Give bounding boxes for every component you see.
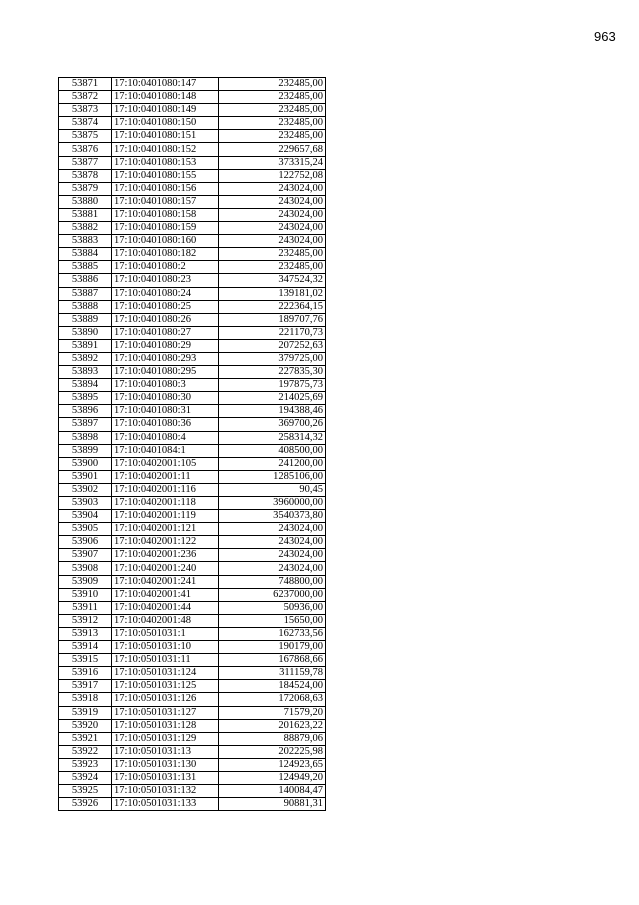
cadastral-number-cell: 17:10:0401080:157 — [112, 195, 219, 208]
table-row — [59, 405, 326, 418]
row-number-cell: 53903 — [59, 497, 112, 510]
table-row — [59, 654, 326, 667]
value-cell: 347524,32 — [219, 274, 326, 287]
value-cell: 124923,65 — [219, 758, 326, 771]
cadastral-number-cell: 17:10:0402001:116 — [112, 483, 219, 496]
row-number-cell: 53913 — [59, 627, 112, 640]
table-row — [59, 588, 326, 601]
row-number-cell: 53877 — [59, 156, 112, 169]
cadastral-number-cell: 17:10:0401080:2 — [112, 261, 219, 274]
value-cell: 243024,00 — [219, 222, 326, 235]
value-cell: 194388,46 — [219, 405, 326, 418]
table-row — [59, 680, 326, 693]
value-cell: 162733,56 — [219, 627, 326, 640]
row-number-cell: 53909 — [59, 575, 112, 588]
cadastral-number-cell: 17:10:0402001:11 — [112, 470, 219, 483]
value-cell: 207252,63 — [219, 339, 326, 352]
row-number-cell: 53892 — [59, 352, 112, 365]
cadastral-number-cell: 17:10:0402001:44 — [112, 601, 219, 614]
cadastral-number-cell: 17:10:0402001:48 — [112, 614, 219, 627]
row-number-cell: 53878 — [59, 169, 112, 182]
value-cell: 243024,00 — [219, 195, 326, 208]
value-cell: 214025,69 — [219, 392, 326, 405]
row-number-cell: 53915 — [59, 654, 112, 667]
table-row — [59, 732, 326, 745]
row-number-cell: 53882 — [59, 222, 112, 235]
table-row — [59, 235, 326, 248]
row-number-cell: 53881 — [59, 208, 112, 221]
cadastral-number-cell: 17:10:0402001:118 — [112, 497, 219, 510]
table-row — [59, 104, 326, 117]
row-number-cell: 53875 — [59, 130, 112, 143]
table-row — [59, 78, 326, 91]
cadastral-number-cell: 17:10:0501031:11 — [112, 654, 219, 667]
table-row — [59, 300, 326, 313]
table-row — [59, 287, 326, 300]
row-number-cell: 53871 — [59, 78, 112, 91]
value-cell: 15650,00 — [219, 614, 326, 627]
value-cell: 6237000,00 — [219, 588, 326, 601]
cadastral-number-cell: 17:10:0401080:147 — [112, 78, 219, 91]
row-number-cell: 53902 — [59, 483, 112, 496]
value-cell: 232485,00 — [219, 248, 326, 261]
cadastral-number-cell: 17:10:0501031:131 — [112, 771, 219, 784]
cadastral-number-cell: 17:10:0401080:26 — [112, 313, 219, 326]
table-row — [59, 431, 326, 444]
cadastral-number-cell: 17:10:0401080:295 — [112, 366, 219, 379]
table-row — [59, 575, 326, 588]
row-number-cell: 53901 — [59, 470, 112, 483]
table-row — [59, 510, 326, 523]
row-number-cell: 53904 — [59, 510, 112, 523]
table-row — [59, 798, 326, 811]
table-row — [59, 693, 326, 706]
row-number-cell: 53876 — [59, 143, 112, 156]
table-row — [59, 418, 326, 431]
cadastral-number-cell: 17:10:0401080:148 — [112, 91, 219, 104]
row-number-cell: 53905 — [59, 523, 112, 536]
row-number-cell: 53922 — [59, 745, 112, 758]
cadastral-number-cell: 17:10:0402001:241 — [112, 575, 219, 588]
table-row — [59, 745, 326, 758]
value-cell: 243024,00 — [219, 536, 326, 549]
table-row — [59, 208, 326, 221]
value-cell: 232485,00 — [219, 130, 326, 143]
cadastral-number-cell: 17:10:0501031:125 — [112, 680, 219, 693]
table-row — [59, 667, 326, 680]
table-row — [59, 614, 326, 627]
row-number-cell: 53923 — [59, 758, 112, 771]
value-cell: 232485,00 — [219, 117, 326, 130]
row-number-cell: 53898 — [59, 431, 112, 444]
cadastral-number-cell: 17:10:0501031:133 — [112, 798, 219, 811]
value-cell: 184524,00 — [219, 680, 326, 693]
cadastral-number-cell: 17:10:0402001:105 — [112, 457, 219, 470]
value-cell: 88879,06 — [219, 732, 326, 745]
table-row — [59, 641, 326, 654]
value-cell: 190179,00 — [219, 641, 326, 654]
value-cell: 258314,32 — [219, 431, 326, 444]
table-row — [59, 523, 326, 536]
cadastral-number-cell: 17:10:0401080:153 — [112, 156, 219, 169]
value-cell: 222364,15 — [219, 300, 326, 313]
cadastral-number-cell: 17:10:0401080:36 — [112, 418, 219, 431]
table-row — [59, 326, 326, 339]
table-row — [59, 457, 326, 470]
value-cell: 202225,98 — [219, 745, 326, 758]
value-cell: 311159,78 — [219, 667, 326, 680]
table-row — [59, 91, 326, 104]
cadastral-number-cell: 17:10:0401080:31 — [112, 405, 219, 418]
cadastral-number-cell: 17:10:0401080:151 — [112, 130, 219, 143]
table-row — [59, 497, 326, 510]
cadastral-number-cell: 17:10:0402001:119 — [112, 510, 219, 523]
table-row — [59, 379, 326, 392]
row-number-cell: 53889 — [59, 313, 112, 326]
cadastral-number-cell: 17:10:0402001:41 — [112, 588, 219, 601]
value-cell: 373315,24 — [219, 156, 326, 169]
value-cell: 379725,00 — [219, 352, 326, 365]
row-number-cell: 53893 — [59, 366, 112, 379]
table-body — [59, 78, 326, 811]
row-number-cell: 53896 — [59, 405, 112, 418]
row-number-cell: 53891 — [59, 339, 112, 352]
table-row — [59, 549, 326, 562]
cadastral-number-cell: 17:10:0501031:127 — [112, 706, 219, 719]
cadastral-value-table — [58, 77, 326, 811]
row-number-cell: 53910 — [59, 588, 112, 601]
cadastral-number-cell: 17:10:0401084:1 — [112, 444, 219, 457]
value-cell: 172068,63 — [219, 693, 326, 706]
table-row — [59, 182, 326, 195]
row-number-cell: 53912 — [59, 614, 112, 627]
cadastral-number-cell: 17:10:0501031:124 — [112, 667, 219, 680]
table-row — [59, 222, 326, 235]
value-cell: 140084,47 — [219, 785, 326, 798]
row-number-cell: 53880 — [59, 195, 112, 208]
value-cell: 229657,68 — [219, 143, 326, 156]
table-row — [59, 261, 326, 274]
cadastral-number-cell: 17:10:0401080:293 — [112, 352, 219, 365]
table-row — [59, 444, 326, 457]
row-number-cell: 53894 — [59, 379, 112, 392]
row-number-cell: 53872 — [59, 91, 112, 104]
table-row — [59, 785, 326, 798]
table-row — [59, 156, 326, 169]
row-number-cell: 53920 — [59, 719, 112, 732]
value-cell: 221170,73 — [219, 326, 326, 339]
table-row — [59, 117, 326, 130]
row-number-cell: 53916 — [59, 667, 112, 680]
cadastral-number-cell: 17:10:0501031:132 — [112, 785, 219, 798]
table-row — [59, 719, 326, 732]
row-number-cell: 53917 — [59, 680, 112, 693]
value-cell: 243024,00 — [219, 549, 326, 562]
table-row — [59, 536, 326, 549]
cadastral-number-cell: 17:10:0401080:4 — [112, 431, 219, 444]
table-row — [59, 169, 326, 182]
table-row — [59, 130, 326, 143]
value-cell: 227835,30 — [219, 366, 326, 379]
cadastral-number-cell: 17:10:0401080:23 — [112, 274, 219, 287]
value-cell: 243024,00 — [219, 562, 326, 575]
table-row — [59, 483, 326, 496]
value-cell: 243024,00 — [219, 182, 326, 195]
row-number-cell: 53908 — [59, 562, 112, 575]
row-number-cell: 53886 — [59, 274, 112, 287]
value-cell: 167868,66 — [219, 654, 326, 667]
table-row — [59, 352, 326, 365]
table-row — [59, 627, 326, 640]
table-row — [59, 758, 326, 771]
table-row — [59, 339, 326, 352]
value-cell: 201623,22 — [219, 719, 326, 732]
cadastral-number-cell: 17:10:0501031:1 — [112, 627, 219, 640]
cadastral-number-cell: 17:10:0402001:121 — [112, 523, 219, 536]
value-cell: 3960000,00 — [219, 497, 326, 510]
row-number-cell: 53873 — [59, 104, 112, 117]
value-cell: 3540373,80 — [219, 510, 326, 523]
cadastral-number-cell: 17:10:0401080:156 — [112, 182, 219, 195]
cadastral-number-cell: 17:10:0401080:30 — [112, 392, 219, 405]
row-number-cell: 53924 — [59, 771, 112, 784]
value-cell: 243024,00 — [219, 235, 326, 248]
row-number-cell: 53887 — [59, 287, 112, 300]
cadastral-number-cell: 17:10:0501031:130 — [112, 758, 219, 771]
value-cell: 232485,00 — [219, 91, 326, 104]
value-cell: 232485,00 — [219, 78, 326, 91]
value-cell: 1285106,00 — [219, 470, 326, 483]
cadastral-number-cell: 17:10:0401080:155 — [112, 169, 219, 182]
cadastral-number-cell: 17:10:0401080:152 — [112, 143, 219, 156]
value-cell: 90881,31 — [219, 798, 326, 811]
row-number-cell: 53895 — [59, 392, 112, 405]
table-row — [59, 392, 326, 405]
cadastral-number-cell: 17:10:0401080:149 — [112, 104, 219, 117]
value-cell: 124949,20 — [219, 771, 326, 784]
value-cell: 90,45 — [219, 483, 326, 496]
row-number-cell: 53883 — [59, 235, 112, 248]
cadastral-number-cell: 17:10:0501031:129 — [112, 732, 219, 745]
value-cell: 369700,26 — [219, 418, 326, 431]
row-number-cell: 53918 — [59, 693, 112, 706]
row-number-cell: 53921 — [59, 732, 112, 745]
value-cell: 122752,08 — [219, 169, 326, 182]
cadastral-number-cell: 17:10:0402001:122 — [112, 536, 219, 549]
table-row — [59, 248, 326, 261]
page-number: 963 — [594, 29, 616, 44]
table-row — [59, 706, 326, 719]
value-cell: 243024,00 — [219, 523, 326, 536]
cadastral-number-cell: 17:10:0401080:25 — [112, 300, 219, 313]
value-cell: 50936,00 — [219, 601, 326, 614]
table-row — [59, 366, 326, 379]
value-cell: 189707,76 — [219, 313, 326, 326]
cadastral-number-cell: 17:10:0501031:10 — [112, 641, 219, 654]
row-number-cell: 53879 — [59, 182, 112, 195]
cadastral-number-cell: 17:10:0401080:3 — [112, 379, 219, 392]
row-number-cell: 53890 — [59, 326, 112, 339]
table-row — [59, 143, 326, 156]
cadastral-number-cell: 17:10:0401080:29 — [112, 339, 219, 352]
row-number-cell: 53888 — [59, 300, 112, 313]
row-number-cell: 53884 — [59, 248, 112, 261]
value-cell: 197875,73 — [219, 379, 326, 392]
cadastral-number-cell: 17:10:0501031:126 — [112, 693, 219, 706]
row-number-cell: 53900 — [59, 457, 112, 470]
row-number-cell: 53899 — [59, 444, 112, 457]
value-cell: 408500,00 — [219, 444, 326, 457]
cadastral-number-cell: 17:10:0401080:24 — [112, 287, 219, 300]
cadastral-number-cell: 17:10:0401080:150 — [112, 117, 219, 130]
row-number-cell: 53907 — [59, 549, 112, 562]
row-number-cell: 53885 — [59, 261, 112, 274]
value-cell: 748800,00 — [219, 575, 326, 588]
value-cell: 232485,00 — [219, 261, 326, 274]
table-row — [59, 274, 326, 287]
value-cell: 243024,00 — [219, 208, 326, 221]
value-cell: 139181,02 — [219, 287, 326, 300]
table-row — [59, 470, 326, 483]
row-number-cell: 53925 — [59, 785, 112, 798]
row-number-cell: 53874 — [59, 117, 112, 130]
row-number-cell: 53919 — [59, 706, 112, 719]
cadastral-number-cell: 17:10:0401080:159 — [112, 222, 219, 235]
row-number-cell: 53926 — [59, 798, 112, 811]
table-row — [59, 313, 326, 326]
row-number-cell: 53906 — [59, 536, 112, 549]
row-number-cell: 53911 — [59, 601, 112, 614]
value-cell: 71579,20 — [219, 706, 326, 719]
cadastral-number-cell: 17:10:0402001:240 — [112, 562, 219, 575]
cadastral-number-cell: 17:10:0401080:158 — [112, 208, 219, 221]
cadastral-number-cell: 17:10:0401080:182 — [112, 248, 219, 261]
row-number-cell: 53914 — [59, 641, 112, 654]
cadastral-number-cell: 17:10:0401080:27 — [112, 326, 219, 339]
cadastral-number-cell: 17:10:0401080:160 — [112, 235, 219, 248]
cadastral-number-cell: 17:10:0501031:128 — [112, 719, 219, 732]
table-row — [59, 195, 326, 208]
value-cell: 241200,00 — [219, 457, 326, 470]
table-row — [59, 601, 326, 614]
table-row — [59, 771, 326, 784]
value-cell: 232485,00 — [219, 104, 326, 117]
cadastral-number-cell: 17:10:0501031:13 — [112, 745, 219, 758]
row-number-cell: 53897 — [59, 418, 112, 431]
table-row — [59, 562, 326, 575]
cadastral-number-cell: 17:10:0402001:236 — [112, 549, 219, 562]
